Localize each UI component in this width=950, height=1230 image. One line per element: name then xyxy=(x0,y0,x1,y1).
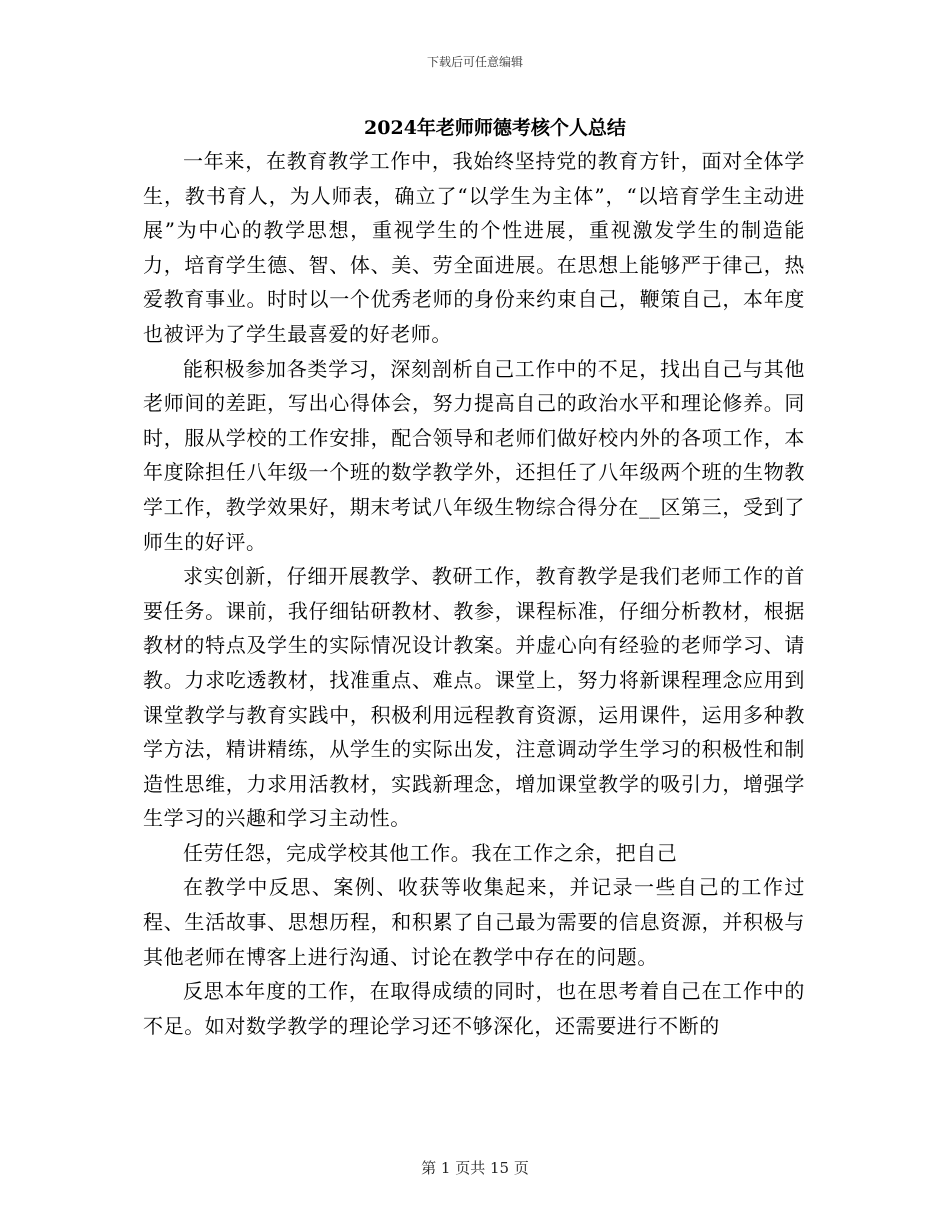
paragraph-3: 求实创新，仔细开展教学、教研工作，教育教学是我们老师工作的首要任务。课前，我仔细钻研教材、教参，课程标准，仔细分析教材，根据教材的特点及学生的实际情况设计教案。并虚心向有经验的老师学习、请教。力求吃透教材，找准重点、难点。课堂上，努力将新课程理念应用到课堂教学与教育实践中，积极利用远程教育资源，运用课件，运用多种教学方法，精讲精练，从学生的实际出发，注意调动学生学习的积极性和制造性思维，力求用活教材，实践新理念，增加课堂教学的吸引力，增强学生学习的兴趣和学习主动性。 xyxy=(143,564,805,831)
page-number-footer: 第 1 页共 15 页 xyxy=(421,1159,529,1177)
paragraph-4: 任劳任怨，完成学校其他工作。我在工作之余，把自己 xyxy=(183,840,678,865)
header-note: 下载后可任意编辑 xyxy=(426,55,523,69)
document-title: 2024年老师师德考核个人总结 xyxy=(364,117,626,139)
paragraph-6: 反思本年度的工作，在取得成绩的同时，也在思考着自己在工作中的不足。如对数学教学的理论学习还不够深化，还需要进行不断的 xyxy=(143,979,805,1038)
paragraph-5: 在教学中反思、案例、收获等收集起来，并记录一些自己的工作过程、生活故事、思想历程，和积累了自己最为需要的信息资源，并积极与其他老师在博客上进行沟通、讨论在教学中存在的问题。 xyxy=(143,875,805,969)
paragraph-2: 能积极参加各类学习，深刻剖析自己工作中的不足，找出自己与其他老师间的差距，写出心得体会，努力提高自己的政治水平和理论修养。同时，服从学校的工作安排，配合领导和老师们做好校内外的各项工作，本年度除担任八年级一个班的数学教学外，还担任了八年级两个班的生物教学工作，教学效果好，期末考试八年级生物综合得分在__区第三，受到了师生的好评。 xyxy=(143,356,805,554)
document-body xyxy=(143,144,805,1043)
paragraph-1: 一年来，在教育教学工作中，我始终坚持党的教育方针，面对全体学生，教书育人，为人师表，确立了“以学生为主体”，“以培育学生主动进展”为中心的教学思想，重视学生的个性进展，重视激发学生的制造能力，培育学生德、智、体、美、劳全面进展。在思想上能够严于律己，热爱教育事业。时时以一个优秀老师的身份来约束自己，鞭策自己，本年度也被评为了学生最喜爱的好老师。 xyxy=(143,149,805,346)
